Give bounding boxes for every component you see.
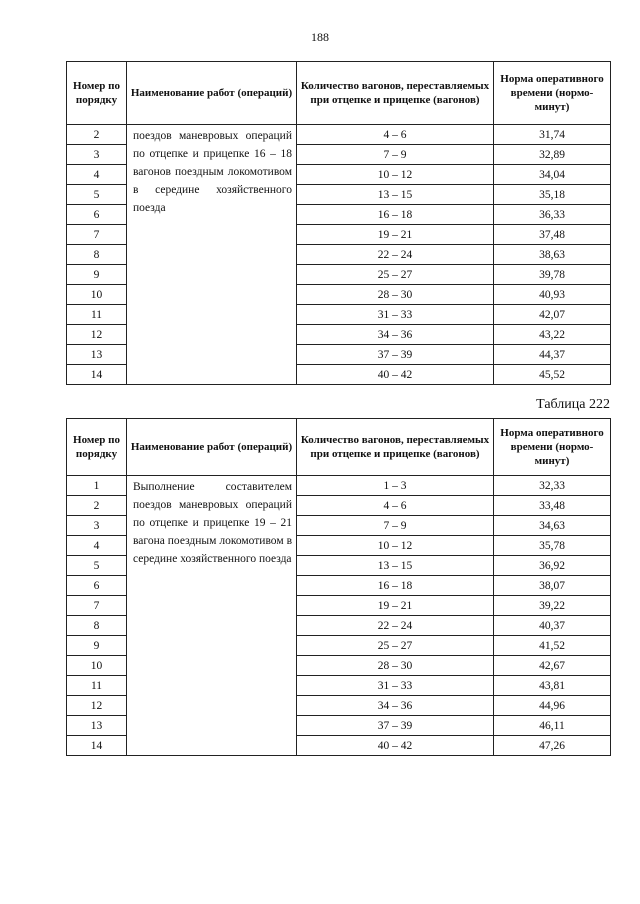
norm-value: 44,37: [494, 345, 611, 365]
row-number: 3: [67, 516, 127, 536]
norm-value: 32,89: [494, 145, 611, 165]
norm-value: 43,22: [494, 325, 611, 345]
wagon-count: 7 – 9: [297, 145, 494, 165]
wagon-count: 7 – 9: [297, 516, 494, 536]
wagon-count: 10 – 12: [297, 165, 494, 185]
norm-value: 42,07: [494, 305, 611, 325]
wagon-count: 19 – 21: [297, 596, 494, 616]
row-number: 10: [67, 656, 127, 676]
row-number: 14: [67, 365, 127, 385]
wagon-count: 31 – 33: [297, 305, 494, 325]
norm-value: 40,37: [494, 616, 611, 636]
row-number: 11: [67, 305, 127, 325]
wagon-count: 28 – 30: [297, 656, 494, 676]
wagon-count: 37 – 39: [297, 716, 494, 736]
norm-value: 44,96: [494, 696, 611, 716]
page-number: 188: [311, 30, 329, 44]
row-number: 5: [67, 185, 127, 205]
row-number: 9: [67, 265, 127, 285]
norm-value: 39,78: [494, 265, 611, 285]
wagon-count: 4 – 6: [297, 496, 494, 516]
norm-value: 46,11: [494, 716, 611, 736]
wagon-count: 34 – 36: [297, 696, 494, 716]
wagon-count: 25 – 27: [297, 636, 494, 656]
norm-value: 31,74: [494, 125, 611, 145]
row-number: 8: [67, 245, 127, 265]
operation-description: поездов маневровых операций по отцепке и прицепке 16 – 18 вагонов поездным локомотивом в середине хозяйственного поезда: [127, 125, 297, 385]
wagon-count: 40 – 42: [297, 365, 494, 385]
norm-value: 38,07: [494, 576, 611, 596]
norm-table-2: [66, 418, 611, 756]
norm-value: 42,67: [494, 656, 611, 676]
wagon-count: 16 – 18: [297, 205, 494, 225]
header-wagons: Количество вагонов, переставляемых при отцепке и прицепке (вагонов): [297, 62, 494, 125]
header-operation: Наименование работ (операций): [127, 419, 297, 476]
norm-value: 34,04: [494, 165, 611, 185]
wagon-count: 1 – 3: [297, 476, 494, 496]
row-number: 2: [67, 125, 127, 145]
row-number: 4: [67, 165, 127, 185]
norm-value: 35,78: [494, 536, 611, 556]
wagon-count: 13 – 15: [297, 556, 494, 576]
row-number: 12: [67, 696, 127, 716]
row-number: 8: [67, 616, 127, 636]
norm-value: 41,52: [494, 636, 611, 656]
table-caption: Таблица 222: [536, 397, 610, 412]
norm-value: 36,92: [494, 556, 611, 576]
norm-value: 40,93: [494, 285, 611, 305]
row-number: 3: [67, 145, 127, 165]
row-number: 7: [67, 596, 127, 616]
operation-description: Выполнение составителем поездов маневровых операций по отцепке и прицепке 19 – 21 вагона поездным локомотивом в середине хозяйственного поезда: [127, 476, 297, 756]
row-number: 6: [67, 576, 127, 596]
norm-value: 45,52: [494, 365, 611, 385]
header-number: Номер по порядку: [67, 62, 127, 125]
norm-value: 33,48: [494, 496, 611, 516]
row-number: 2: [67, 496, 127, 516]
row-number: 10: [67, 285, 127, 305]
wagon-count: 37 – 39: [297, 345, 494, 365]
row-number: 6: [67, 205, 127, 225]
header-norm: Норма оперативного времени (нормо-минут): [494, 419, 611, 476]
norm-value: 43,81: [494, 676, 611, 696]
wagon-count: 19 – 21: [297, 225, 494, 245]
header-operation: Наименование работ (операций): [127, 62, 297, 125]
table-header-row: [67, 62, 611, 125]
norm-value: 35,18: [494, 185, 611, 205]
wagon-count: 40 – 42: [297, 736, 494, 756]
wagon-count: 22 – 24: [297, 245, 494, 265]
wagon-count: 13 – 15: [297, 185, 494, 205]
norm-value: 37,48: [494, 225, 611, 245]
row-number: 9: [67, 636, 127, 656]
wagon-count: 34 – 36: [297, 325, 494, 345]
row-number: 12: [67, 325, 127, 345]
table-row: [67, 125, 611, 145]
norm-value: 34,63: [494, 516, 611, 536]
table-body: [67, 125, 611, 385]
norm-value: 47,26: [494, 736, 611, 756]
header-wagons: Количество вагонов, переставляемых при отцепке и прицепке (вагонов): [297, 419, 494, 476]
header-norm: Норма оперативного времени (нормо-минут): [494, 62, 611, 125]
norm-value: 39,22: [494, 596, 611, 616]
row-number: 14: [67, 736, 127, 756]
table-header-row: [67, 419, 611, 476]
wagon-count: 31 – 33: [297, 676, 494, 696]
row-number: 1: [67, 476, 127, 496]
norm-value: 36,33: [494, 205, 611, 225]
wagon-count: 22 – 24: [297, 616, 494, 636]
row-number: 7: [67, 225, 127, 245]
row-number: 13: [67, 345, 127, 365]
wagon-count: 16 – 18: [297, 576, 494, 596]
row-number: 13: [67, 716, 127, 736]
wagon-count: 25 – 27: [297, 265, 494, 285]
table-body: [67, 476, 611, 756]
norm-value: 32,33: [494, 476, 611, 496]
header-number: Номер по порядку: [67, 419, 127, 476]
wagon-count: 10 – 12: [297, 536, 494, 556]
table-row: [67, 476, 611, 496]
row-number: 4: [67, 536, 127, 556]
wagon-count: 4 – 6: [297, 125, 494, 145]
row-number: 5: [67, 556, 127, 576]
wagon-count: 28 – 30: [297, 285, 494, 305]
row-number: 11: [67, 676, 127, 696]
norm-value: 38,63: [494, 245, 611, 265]
norm-table-1: [66, 61, 611, 385]
